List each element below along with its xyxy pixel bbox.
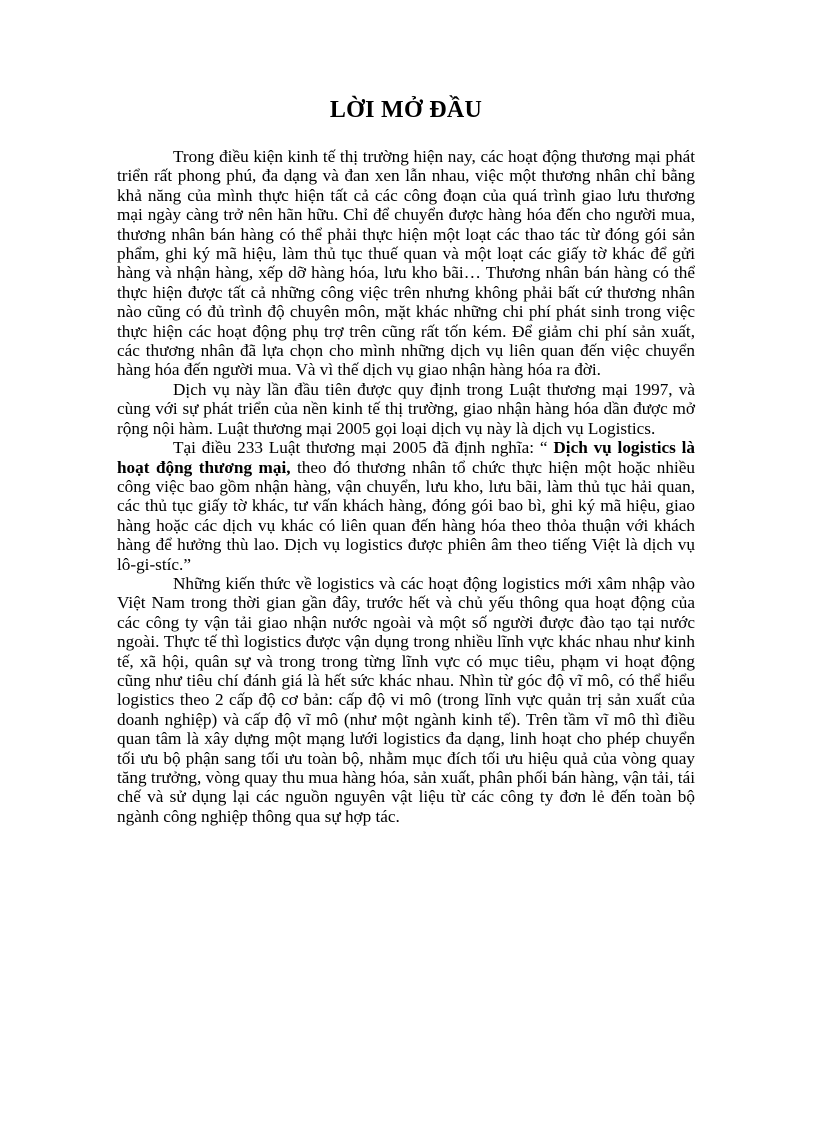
paragraph-definition bbox=[117, 438, 695, 574]
document-page bbox=[117, 95, 695, 826]
definition-lead-text: Tại điều 233 Luật thương mại 2005 đã định nghĩa: “ bbox=[173, 438, 554, 458]
paragraph-intro: Trong điều kiện kinh tế thị trường hiện nay, các hoạt động thương mại phát triển rất phong phú, đa dạng và đan xen lẫn nhau, việc một thương nhân chỉ bằng khả năng của mình thực hiện tất cả các công đoạn của quá trình giao lưu thương mại ngày càng trở nên hãn hữu. Chỉ để chuyển được hàng hóa đến cho người mua, thương nhân bán hàng có thể phải thực hiện một loạt các thao tác từ đóng gói sản phẩm, ghi ký mã hiệu, làm thủ tục thuế quan và một loạt các giấy tờ khác để gửi hàng và nhận hàng, xếp dỡ hàng hóa, lưu kho bãi… Thương nhân bán hàng có thể thực hiện được tất cả những công việc trên nhưng không phải bất cứ thương nhân nào cũng có đủ trình độ chuyên môn, mặt khác những chi phí phát sinh trong việc thực hiện các hoạt động phụ trợ trên cũng rất tốn kém. Để giảm chi phí sản xuất, các thương nhân đã lựa chọn cho mình những dịch vụ liên quan đến việc chuyển hàng hóa đến người mua. Và vì thế dịch vụ giao nhận hàng hóa ra đời. bbox=[117, 147, 695, 380]
page-title: LỜI MỞ ĐẦU bbox=[329, 97, 483, 123]
definition-rest-text: theo đó thương nhân tổ chức thực hiện một hoặc nhiều công việc bao gồm nhận hàng, vận chuyển, lưu kho, lưu bãi, làm thủ tục hải quan, các thủ tục giấy tờ khác, tư vấn khách hàng, đóng gói bao bì, ghi ký mã hiệu, giao hàng hoặc các dịch vụ khác có liên quan đến hàng hóa theo thỏa thuận với khách hàng để hưởng thù lao. Dịch vụ logistics được phiên âm theo tiếng Việt là dịch vụ lô-gi-stíc.” bbox=[117, 457, 695, 574]
paragraph-logistics-vietnam: Những kiến thức về logistics và các hoạt động logistics mới xâm nhập vào Việt Nam trong thời gian gần đây, trước hết và chủ yếu thông qua hoạt động của các công ty vận tải giao nhận nước ngoài và một số người được đào tạo tại nước ngoài. Thực tế thì logistics được vận dụng trong nhiều lĩnh vực khác nhau như kinh tế, xã hội, quân sự và trong trong từng lĩnh vực có mục tiêu, phạm vi hoạt động cũng như tiêu chí đánh giá là hết sức khác nhau. Nhìn từ góc độ vĩ mô, có thể hiểu logistics theo 2 cấp độ cơ bản: cấp độ vi mô (trong lĩnh vực quản trị sản xuất của doanh nghiệp) và cấp độ vĩ mô (như một ngành kinh tế). Trên tầm vĩ mô thì điều quan tâm là xây dựng một mạng lưới logistics đa dạng, linh hoạt cho phép chuyển tối ưu bộ phận sang tối ưu toàn bộ, nhằm mục đích tối ưu hiệu quả của vòng quay tăng trưởng, vòng quay thu mua hàng hóa, sản xuất, phân phối bán hàng, vận tải, tái chế và sử dụng lại các nguồn nguyên vật liệu từ các công ty đơn lẻ đến toàn bộ ngành công nghiệp thông qua sự hợp tác. bbox=[117, 573, 695, 826]
definition-bold-term: Dịch vụ logistics là hoạt động thương mại, bbox=[117, 438, 696, 477]
paragraph-law-1997: Dịch vụ này lần đầu tiên được quy định trong Luật thương mại 1997, và cùng với sự phát triển của nền kinh tế thị trường, giao nhận hàng hóa dần được mở rộng nội hàm. Luật thương mại 2005 gọi loại dịch vụ này là dịch vụ Logistics. bbox=[117, 379, 695, 438]
